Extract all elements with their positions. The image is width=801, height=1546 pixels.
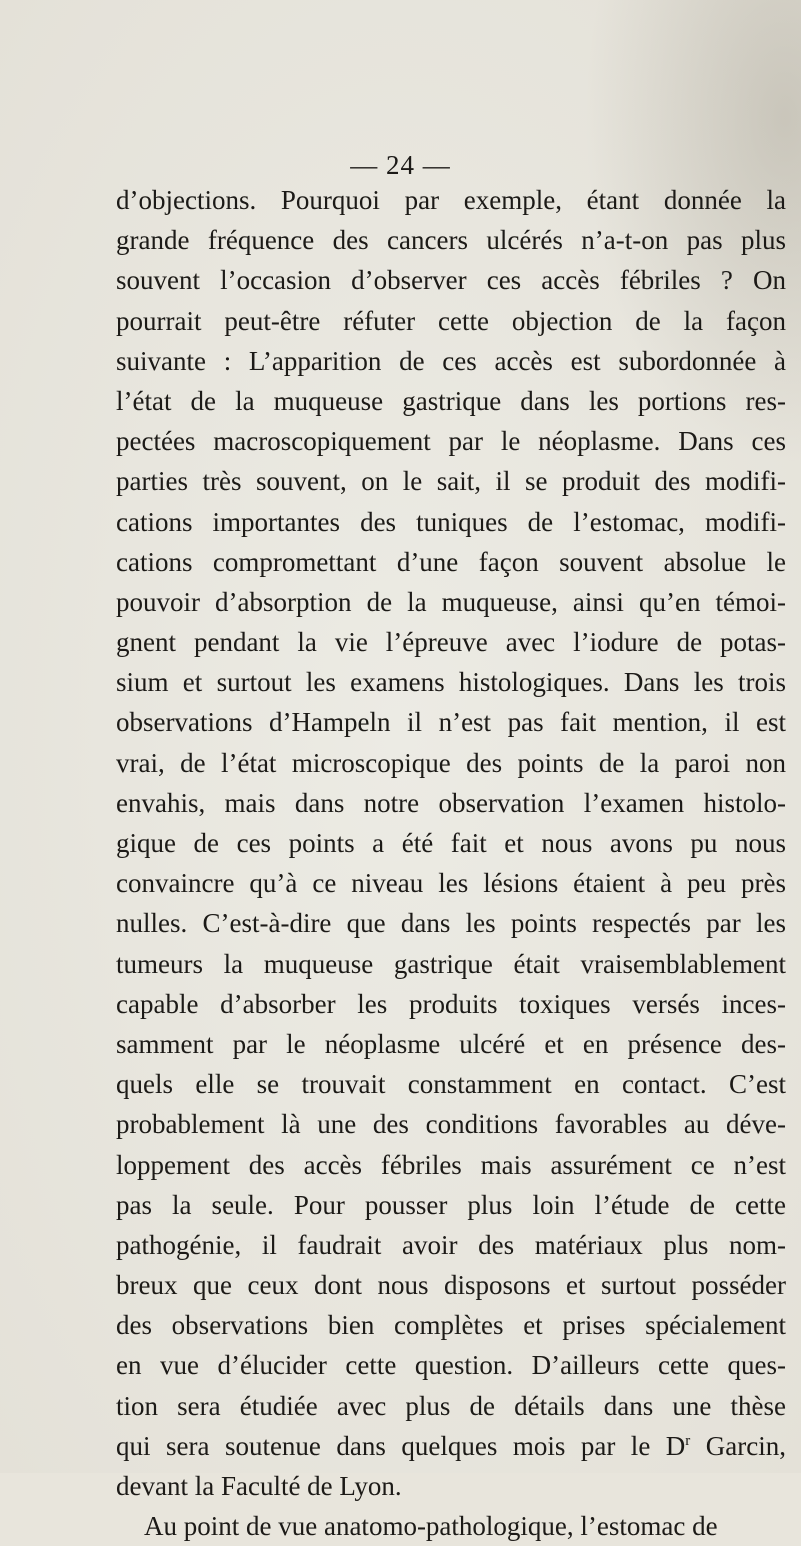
text-line: pas la seule. Pour pousser plus loin l’étude de cette bbox=[116, 1189, 786, 1220]
text-line: cations importantes des tuniques de l’estomac, modifi- bbox=[116, 506, 786, 537]
text-segment: qui sera soutenue dans quelques mois par le D bbox=[116, 1430, 686, 1461]
text-line: des observations bien complètes et prises spécialement bbox=[116, 1310, 786, 1341]
text-line: samment par le néoplasme ulcéré et en présence des- bbox=[116, 1028, 786, 1059]
text-line: sium et surtout les examens histologiques. Dans les trois bbox=[116, 667, 786, 698]
text-line: d’objections. Pourquoi par exemple, étant donnée la bbox=[116, 185, 786, 215]
text-line: loppement des accès fébriles mais assurément ce n’est bbox=[116, 1149, 786, 1180]
text-line: en vue d’élucider cette question. D’ailleurs cette ques- bbox=[116, 1350, 786, 1381]
text-line: parties très souvent, on le sait, il se produit des modifi- bbox=[116, 466, 786, 497]
text-line: grande fréquence des cancers ulcérés n’a-t-on pas plus bbox=[116, 225, 786, 256]
text-line: observations d’Hampeln il n’est pas fait mention, il est bbox=[116, 707, 786, 738]
text-line: breux que ceux dont nous disposons et surtout posséder bbox=[116, 1270, 786, 1301]
paragraph-first-line: Au point de vue anatomo-pathologique, l’estomac de bbox=[144, 1511, 718, 1542]
text-line: souvent l’occasion d’observer ces accès fébriles ? On bbox=[116, 265, 786, 296]
text-line: pectées macroscopiquement par le néoplasme. Dans ces bbox=[116, 426, 786, 457]
body-text bbox=[116, 180, 786, 1546]
text-line: devant la Faculté de Lyon. bbox=[116, 1471, 402, 1501]
text-line: gnent pendant la vie l’épreuve avec l’iodure de potas- bbox=[116, 627, 786, 658]
text-line: vrai, de l’état microscopique des points de la paroi non bbox=[116, 747, 786, 778]
text-line: tion sera étudiée avec plus de détails dans une thèse bbox=[116, 1390, 786, 1421]
text-line: gique de ces points a été fait et nous avons pu nous bbox=[116, 828, 786, 858]
text-line: tumeurs la muqueuse gastrique était vraisemblablement bbox=[116, 948, 786, 979]
text-line: cations compromettant d’une façon souvent absolue le bbox=[116, 546, 786, 577]
text-line: l’état de la muqueuse gastrique dans les portions res- bbox=[116, 385, 786, 416]
text-line: pouvoir d’absorption de la muqueuse, ainsi qu’en témoi- bbox=[116, 586, 786, 617]
text-line: suivante : L’apparition de ces accès est subordonnée à bbox=[116, 345, 786, 376]
text-line: quels elle se trouvait constamment en contact. C’est bbox=[116, 1069, 786, 1100]
text-line-with-superscript bbox=[116, 1426, 786, 1466]
text-line: capable d’absorber les produits toxiques versés inces- bbox=[116, 988, 786, 1019]
text-line: probablement là une des conditions favorables au déve- bbox=[116, 1109, 786, 1140]
page-number: — 24 — bbox=[350, 150, 451, 180]
text-line: nulles. C’est-à-dire que dans les points respectés par les bbox=[116, 908, 786, 939]
text-segment: Garcin, bbox=[690, 1430, 786, 1461]
superscript: r bbox=[685, 1432, 691, 1449]
text-line: pourrait peut-être réfuter cette objection de la façon bbox=[116, 305, 786, 336]
text-line: envahis, mais dans notre observation l’examen histolo- bbox=[116, 787, 786, 818]
text-line: pathogénie, il faudrait avoir des matériaux plus nom- bbox=[116, 1229, 786, 1260]
text-line: convaincre qu’à ce niveau les lésions étaient à peu près bbox=[116, 868, 786, 899]
